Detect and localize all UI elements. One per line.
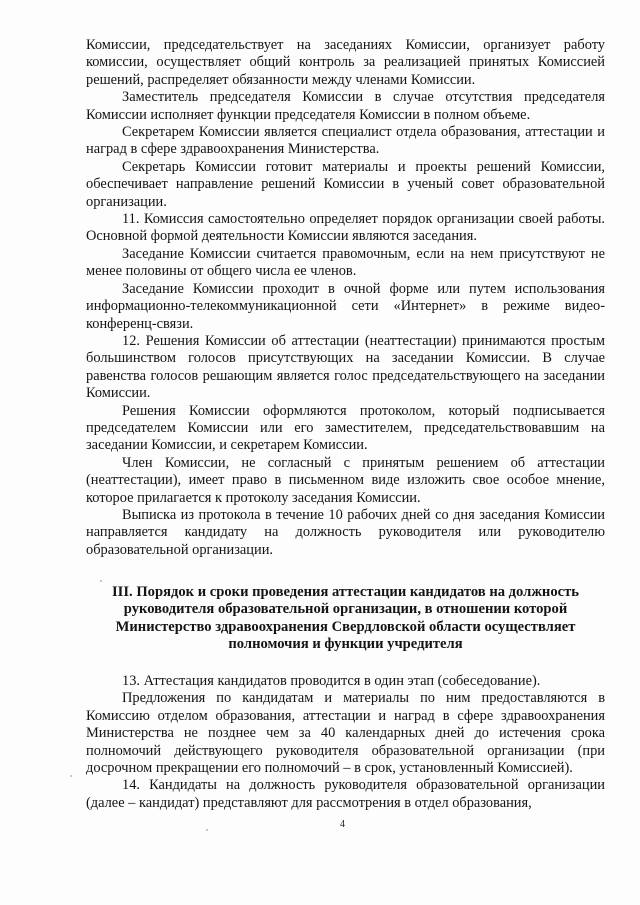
paragraph: Секретарь Комиссии готовит материалы и проекты решений Комиссии, обеспечивает направление решений Комиссии в ученый совет образовательной организации. [86,158,605,210]
paragraph: Решения Комиссии оформляются протоколом, который подписывается председателем Комиссии или его заместителем, председательствовавшим на заседании Комиссии, и секретарем Комиссии. [86,402,605,454]
paragraph: Выписка из протокола в течение 10 рабочих дней со дня заседания Комиссии направляется кандидату на должность руководителя или руководителю образовательной организации. [86,506,605,558]
paragraph: Заседание Комиссии проходит в очной форме или путем использования информационно-телекоммуникационной сети «Интернет» в режиме видео-конференц-связи. [86,280,605,332]
section-heading: III. Порядок и сроки проведения аттестации кандидатов на должность руководителя образовательной организации, в отношении которой Министерство здравоохранения Свердловской области осуществляет полномочия и функции учредителя [112,584,579,652]
paragraph: Член Комиссии, не согласный с принятым решением об аттестации (неаттестации), имеет право в письменном виде изложить свое особое мнение, которое прилагается к протоколу заседания Комиссии. [86,454,605,506]
paragraph: Секретарем Комиссии является специалист отдела образования, аттестации и наград в сфере здравоохранения Министерства. [86,124,605,158]
document-body [86,37,605,812]
paragraph: Предложения по кандидатам и материалы по ним предоставляются в Комиссию отделом образования, аттестации и наград в сфере здравоохранения Министерства не позднее чем за 40 календарных дней до истечения срока полномочий действующего руководителя образовательной организации (при досрочном прекращении его полномочий – в срок, установленный Комиссией). [86,690,605,777]
page-number: 4 [340,819,345,830]
paragraph: Комиссии, председательствует на заседаниях Комиссии, организует работу комиссии, осуществляет общий контроль за реализацией принятых Комиссией решений, распределяет обязанности между членами Комиссии. [86,37,605,88]
scan-speck [70,775,72,777]
paragraph: 11. Комиссия самостоятельно определяет порядок организации своей работы. Основной формой деятельности Комиссии являются заседания. [86,211,605,245]
scan-speck [206,829,208,831]
paragraph: Заседание Комиссии считается правомочным, если на нем присутствуют не менее половины от общего числа ее членов. [86,245,605,280]
paragraph: 13. Аттестация кандидатов проводится в один этап (собеседование). [122,673,541,689]
paragraph: 14. Кандидаты на должность руководителя образовательной организации (далее – кандидат) представляют для рассмотрения в отдел образования, [86,777,605,811]
paragraph: 12. Решения Комиссии об аттестации (неаттестации) принимаются простым большинством голосов присутствующих на заседании Комиссии. В случае равенства голосов решающим является голос председательствующего на заседании Комиссии. [86,332,605,402]
scan-speck [100,580,102,582]
paragraph: Заместитель председателя Комиссии в случае отсутствия председателя Комиссии исполняет функции председателя Комиссии в полном объеме. [86,89,605,123]
